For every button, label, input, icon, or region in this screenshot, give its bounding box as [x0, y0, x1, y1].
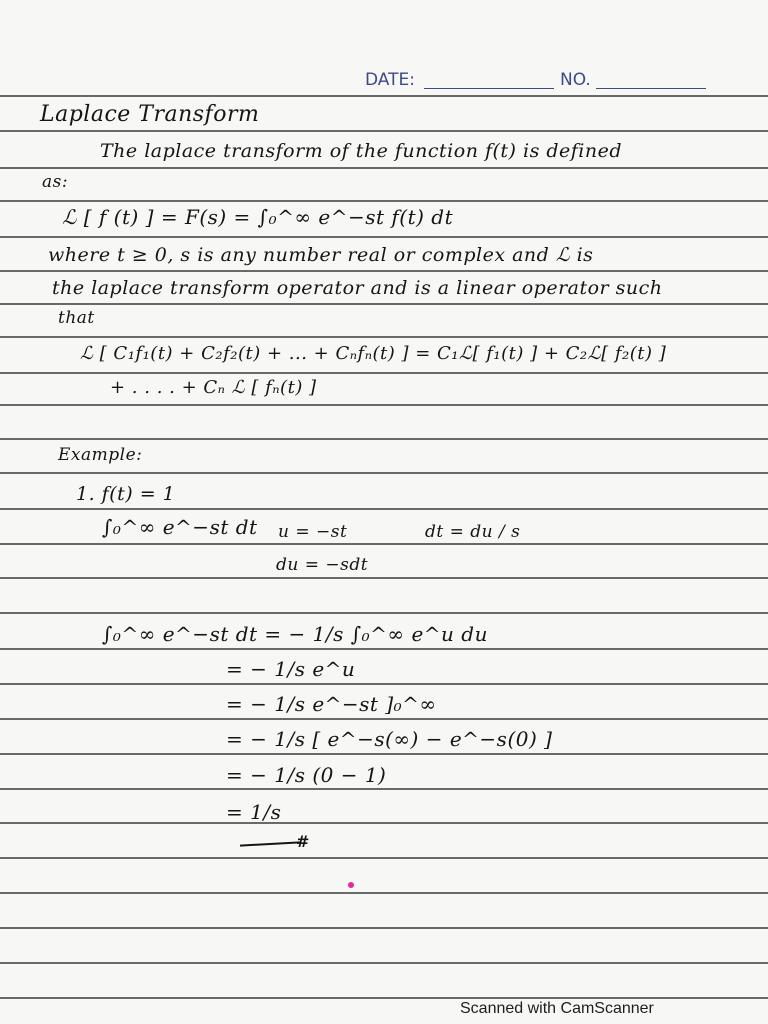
- date-label: DATE:: [365, 70, 415, 90]
- ruled-line: [0, 577, 768, 579]
- linearity-line-1: ℒ [ C₁f₁(t) + C₂f₂(t) + ... + Cₙfₙ(t) ] = C₁ℒ[ f₁(t) ] + C₂ℒ[ f₂(t) ]: [80, 343, 667, 364]
- example-heading: Example:: [58, 445, 143, 465]
- ruled-line: [0, 718, 768, 720]
- end-hash-mark: #: [296, 832, 310, 851]
- as-line: as:: [42, 172, 69, 192]
- ruled-line: [0, 857, 768, 859]
- ruled-line: [0, 822, 768, 824]
- ruled-line: [0, 927, 768, 929]
- ruled-line: [0, 404, 768, 406]
- solution-step-4: = − 1/s [ e^−s(∞) − e^−s(0) ]: [226, 727, 553, 751]
- u-substitution: u = −st: [278, 522, 348, 542]
- ruled-line: [0, 648, 768, 650]
- solution-step-1: ∫₀^∞ e^−st dt = − 1/s ∫₀^∞ e^u du: [102, 622, 488, 646]
- dt-substitution: dt = du / s: [425, 522, 521, 542]
- laplace-definition: ℒ [ f (t) ] = F(s) = ∫₀^∞ e^−st f(t) dt: [62, 205, 454, 229]
- where-line-1: where t ≥ 0, s is any number real or complex and ℒ is: [48, 244, 594, 266]
- linearity-line-2: + . . . . + Cₙ ℒ [ fₙ(t) ]: [110, 377, 317, 398]
- intro-line: The laplace transform of the function f(t) is defined: [100, 140, 623, 162]
- solution-step-6: = 1/s: [226, 800, 282, 824]
- ruled-line: [0, 962, 768, 964]
- solution-step-5: = − 1/s (0 − 1): [226, 763, 387, 787]
- ruled-line: [0, 508, 768, 510]
- date-line: [424, 88, 554, 89]
- du-substitution: du = −sdt: [276, 555, 369, 575]
- ruled-line: [0, 270, 768, 272]
- ruled-line: [0, 167, 768, 169]
- ruled-line: [0, 95, 768, 97]
- number-line: [596, 88, 706, 89]
- ruled-line: [0, 438, 768, 440]
- ruled-line: [0, 336, 768, 338]
- pink-ink-dot: [348, 882, 354, 888]
- ruled-line: [0, 997, 768, 999]
- ruled-line: [0, 683, 768, 685]
- ruled-line: [0, 303, 768, 305]
- ruled-line: [0, 753, 768, 755]
- ruled-line: [0, 892, 768, 894]
- ruled-line: [0, 372, 768, 374]
- ruled-line: [0, 788, 768, 790]
- page-title: Laplace Transform: [40, 102, 260, 127]
- where-line-2: the laplace transform operator and is a linear operator such: [52, 277, 663, 299]
- example-integral: ∫₀^∞ e^−st dt: [102, 515, 258, 539]
- number-label: NO.: [560, 70, 591, 90]
- ruled-line: [0, 543, 768, 545]
- ruled-line: [0, 200, 768, 202]
- camscanner-watermark: Scanned with CamScanner: [460, 1000, 654, 1017]
- ruled-line: [0, 472, 768, 474]
- example-1-heading: 1. f(t) = 1: [76, 483, 176, 505]
- ruled-line: [0, 130, 768, 132]
- ruled-line: [0, 612, 768, 614]
- end-underline: [240, 841, 300, 846]
- solution-step-3: = − 1/s e^−st ]₀^∞: [226, 692, 437, 716]
- that-line: that: [58, 308, 95, 328]
- ruled-line: [0, 236, 768, 238]
- solution-step-2: = − 1/s e^u: [226, 657, 356, 681]
